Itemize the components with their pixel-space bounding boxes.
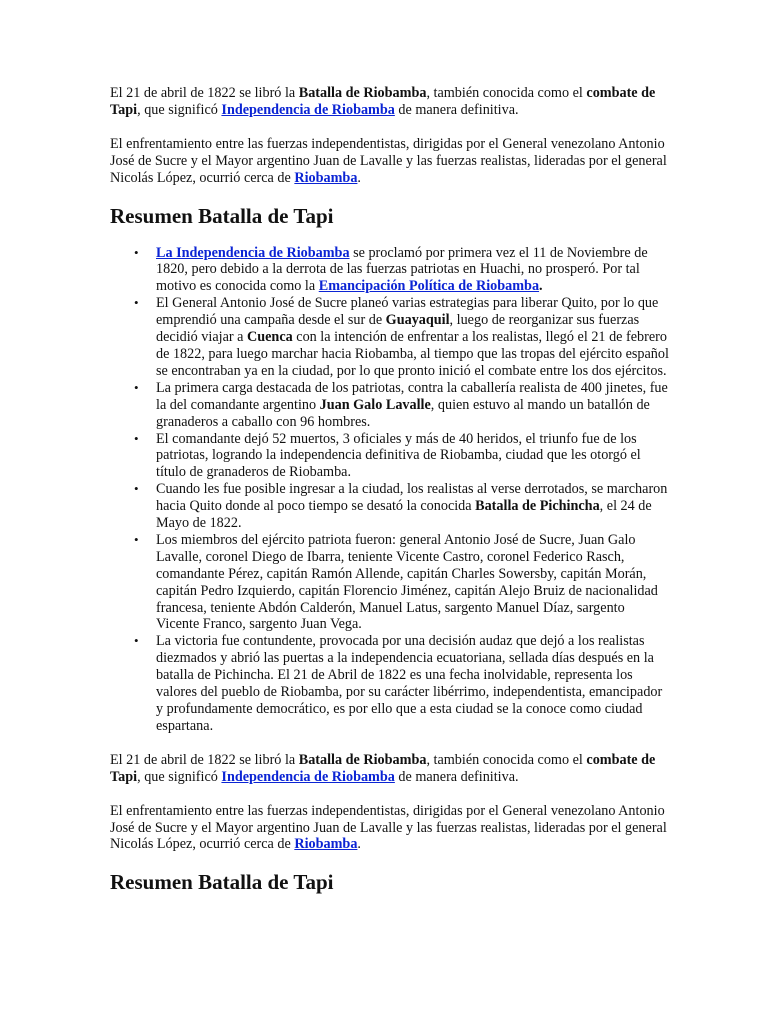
section-heading-repeat: Resumen Batalla de Tapi [110,870,334,895]
bullet-icon: • [134,244,139,260]
intro-paragraph-2: El enfrentamiento entre las fuerzas independentistas, dirigidas por el General venezolano Antonio José de Sucre y el Mayor argentino Juan de Lavalle y las fuerzas realistas, lideradas por el general Nicolás López, ocurrió cerca de Riobamba. [110,135,667,186]
intro-paragraph-2-repeat: El enfrentamiento entre las fuerzas independentistas, dirigidas por el General venezolano Antonio José de Sucre y el Mayor argentino Juan de Lavalle y las fuerzas realistas, lideradas por el general Nicolás López, ocurrió cerca de Riobamba. [110,802,667,853]
intro-paragraph-1-repeat: El 21 de abril de 1822 se libró la Batalla de Riobamba, también conocida como el combate de Tapi, que significó Independencia de Riobamba de manera definitiva. [110,751,656,785]
article-body [110,85,670,911]
bullet-icon: • [134,481,139,497]
list-item: • La victoria fue contundente, provocada por una decisión audaz que dejó a los realistas diezmados y abrió las puertas a la independencia ecuatoriana, sellada días después en la batalla de Pichincha. El 21 de Abril de 1822 es una fecha inolvidable, representa los valores del pueblo de Riobamba, por su carácter libérrimo, independentista, emancipador y profundamente democrático, es por ello que a esta ciudad se la conoce como ciudad espartana. [134,633,663,734]
riobamba-link[interactable]: Riobamba [294,169,358,186]
independencia-riobamba-link[interactable]: Independencia de Riobamba [221,768,395,785]
bullet-icon: • [134,633,139,649]
bullet-icon: • [134,379,139,395]
emancipacion-politica-link[interactable]: Emancipación Política de Riobamba [318,278,540,295]
list-item: • La Independencia de Riobamba se proclamó por primera vez el 11 de Noviembre de 1820, pero debido a la derrota de las fuerzas patriotas en Huachi, no prosperó. Por tal motivo es conocida como la Emancipación Política de Riobamba. [134,244,648,295]
list-item: • La primera carga destacada de los patriotas, contra la caballería realista de 400 jinetes, fue la del comandante argentino Juan Galo Lavalle, quien estuvo al mando un batallón de granaderos a caballo con 96 hombres. [134,379,668,430]
section-heading: Resumen Batalla de Tapi [110,203,334,228]
list-item: • El comandante dejó 52 muertos, 3 oficiales y más de 40 heridos, el triunfo fue de los patriotas, logrando la independencia definitiva de Riobamba, ciudad que les otorgó el título de granaderos de Riobamba. [134,430,641,481]
intro-paragraph-1: El 21 de abril de 1822 se libró la Batalla de Riobamba, también conocida como el combate de Tapi, que significó Independencia de Riobamba de manera definitiva. [110,85,656,118]
bullet-icon: • [134,430,139,446]
bullet-icon: • [134,295,139,311]
independencia-riobamba-link[interactable]: Independencia de Riobamba [221,101,395,118]
summary-list [110,245,670,735]
la-independencia-riobamba-link[interactable]: La Independencia de Riobamba [156,244,350,261]
bullet-icon: • [134,531,139,547]
list-item: • El General Antonio José de Sucre planeó varias estrategias para liberar Quito, por lo que emprendió una campaña desde el sur de Guayaquil, luego de reorganizar sus fuerzas decidió viajar a Cuenca con la intención de enfrentar a los realistas, llegó el 21 de febrero de 1822, para luego marchar hacia Riobamba, al tiempo que las tropas del ejército español se encontraban ya en la ciudad, por lo que pronto inició el combate entre los dos ejércitos. [134,295,669,379]
riobamba-link[interactable]: Riobamba [294,836,358,853]
list-item: • Cuando les fue posible ingresar a la ciudad, los realistas al verse derrotados, se marcharon hacia Quito donde al poco tiempo se desató la conocida Batalla de Pichincha, el 24 de Mayo de 1822. [134,481,668,532]
list-item: • Los miembros del ejército patriota fueron: general Antonio José de Sucre, Juan Galo Lavalle, coronel Diego de Ibarra, teniente Vicente Castro, coronel Federico Rasch, comandante Pérez, capitán Ramón Allende, capitán Charles Sowersby, capitán Morán, capitán Pedro Izquierdo, capitán Florencio Jiménez, capitán Alejo Bruiz de nacionalidad francesa, teniente Abdón Calderón, Manuel Latus, sargento Manuel Díaz, sargento Vicente Franco, sargento Juan Vega. [134,531,658,633]
